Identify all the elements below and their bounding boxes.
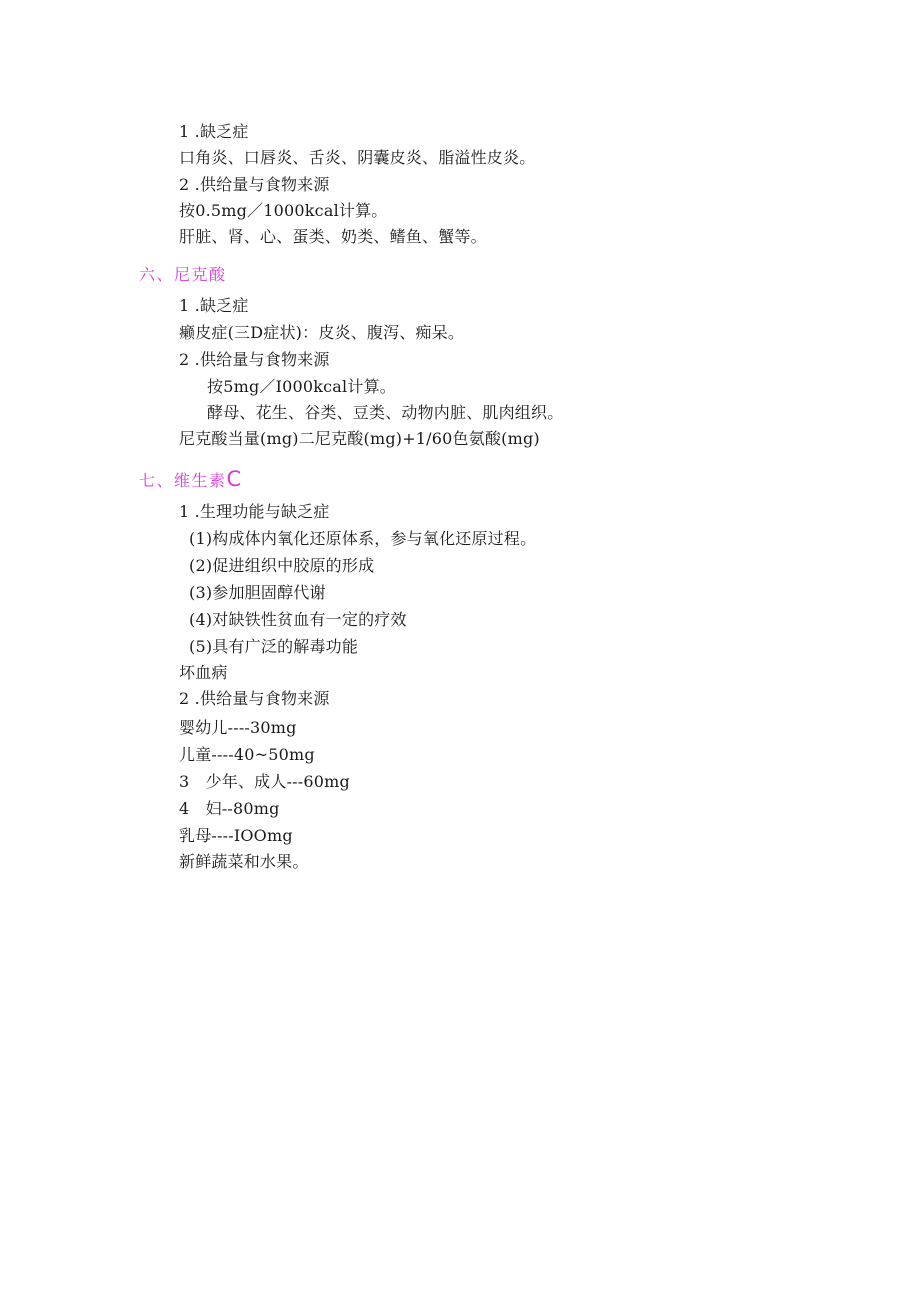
deficiency-text: 口角炎、口唇炎、舌炎、阴囊皮炎、脂溢性皮炎。 xyxy=(179,148,536,167)
deficiency-disease: 坏血病 xyxy=(179,663,228,682)
section-heading-niacin: 六、尼克酸 xyxy=(139,265,227,284)
supply-item: 儿童----40~50mg xyxy=(179,745,315,764)
function-item: (1)构成体内氧化还原体系，参与氧化还原过程。 xyxy=(189,529,537,548)
section-heading-prefix: 七、维生素 xyxy=(139,471,227,490)
function-item: (2)促进组织中胶原的形成 xyxy=(189,556,375,575)
supply-item: 婴幼儿----30mg xyxy=(179,718,297,737)
supply-subtitle: 2 .供给量与食物来源 xyxy=(179,689,330,708)
supply-item: 乳母----IOOmg xyxy=(179,826,293,845)
deficiency-subtitle: 1 .缺乏症 xyxy=(179,296,249,315)
supply-subtitle: 2 .供给量与食物来源 xyxy=(179,350,330,369)
supply-amount-text: 按5mg／I000kcal计算。 xyxy=(207,377,396,396)
supply-item: 3 少年、成人---60mg xyxy=(179,772,350,791)
function-item: (3)参加胆固醇代谢 xyxy=(189,583,326,602)
section-heading-vitamin-c xyxy=(139,469,241,491)
function-item: (4)对缺铁性贫血有一定的疗效 xyxy=(189,610,407,629)
function-item: (5)具有广泛的解毒功能 xyxy=(189,637,359,656)
supply-foods-text: 新鲜蔬菜和水果。 xyxy=(179,852,309,871)
section-heading-letter: C xyxy=(226,467,242,491)
supply-subtitle: 2 .供给量与食物来源 xyxy=(179,175,330,194)
niacin-equivalent-formula: 尼克酸当量(mg)二尼克酸(mg)+1/60色氨酸(mg) xyxy=(179,429,540,448)
supply-foods-text: 肝脏、肾、心、蛋类、奶类、鳍鱼、蟹等。 xyxy=(179,227,487,246)
supply-item: 4 妇--80mg xyxy=(179,799,280,818)
supply-foods-text: 酵母、花生、谷类、豆类、动物内脏、肌肉组织。 xyxy=(207,403,564,422)
function-subtitle: 1 .生理功能与缺乏症 xyxy=(179,502,330,521)
supply-amount-text: 按0.5mg／1000kcal计算。 xyxy=(179,201,388,220)
deficiency-text: 癞皮症(三D症状)：皮炎、腹泻、痴呆。 xyxy=(179,323,465,342)
deficiency-subtitle: 1 .缺乏症 xyxy=(179,122,249,141)
